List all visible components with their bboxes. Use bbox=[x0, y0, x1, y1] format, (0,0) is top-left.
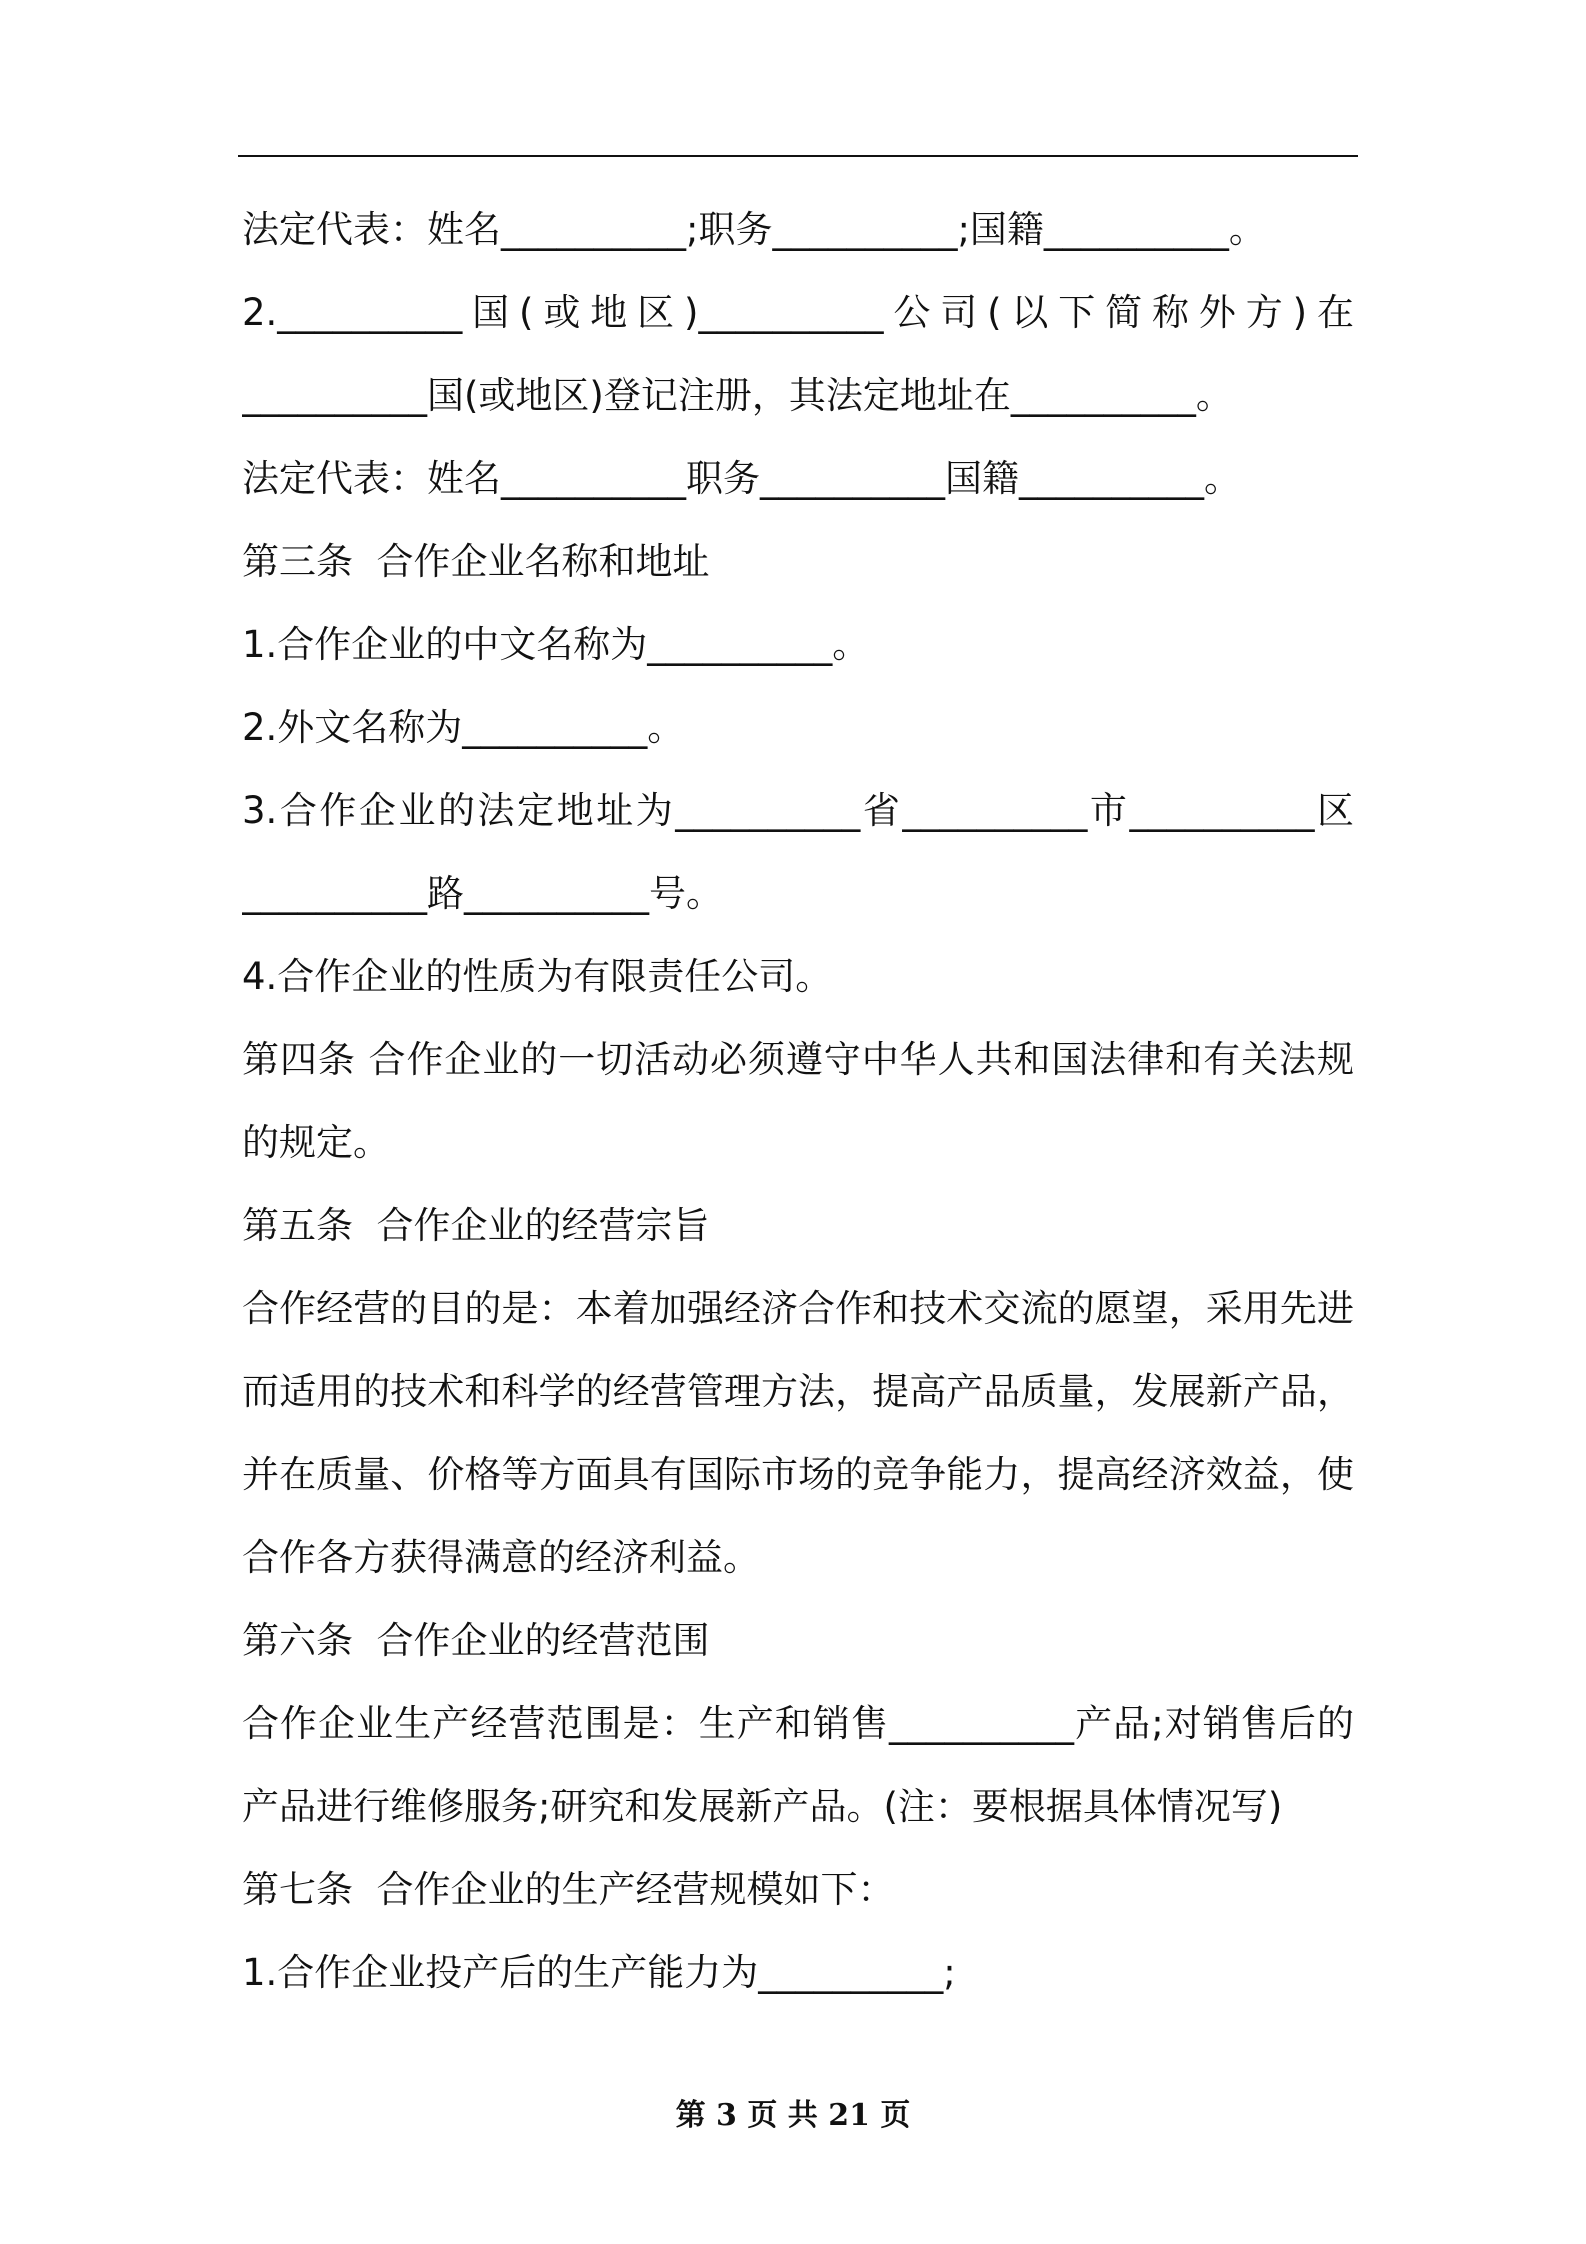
text-line: 合作各方获得满意的经济利益。 bbox=[242, 1536, 760, 1579]
text-line: 而适用的技术和科学的经营管理方法，提高产品质量，发展新产品， bbox=[242, 1370, 1354, 1413]
text-line: 3.合作企业的法定地址为__________省__________市__________区 bbox=[242, 789, 1354, 832]
text-line: 合作企业生产经营范围是：生产和销售__________产品;对销售后的 bbox=[242, 1702, 1354, 1745]
document-body bbox=[242, 200, 1354, 2026]
page-number: 第 3 页 共 21 页 bbox=[675, 2098, 911, 2133]
text-line: 2.外文名称为__________。 bbox=[242, 706, 685, 749]
text-line: 1.合作企业投产后的生产能力为__________; bbox=[242, 1951, 956, 1994]
article-heading: 第四条 合作企业的一切活动必须遵守中华人共和国法律和有关法规 bbox=[242, 1038, 1354, 1081]
text-line: 1.合作企业的中文名称为__________。 bbox=[242, 623, 870, 666]
text-line: 2.__________国(或地区)__________公司(以下简称外方)在 bbox=[242, 291, 1354, 334]
text-line: __________国(或地区)登记注册，其法定地址在__________。 bbox=[242, 374, 1233, 417]
article-heading: 第七条 合作企业的生产经营规模如下： bbox=[242, 1868, 895, 1911]
text-line: 合作经营的目的是：本着加强经济合作和技术交流的愿望，采用先进 bbox=[242, 1287, 1354, 1330]
text-line: 的规定。 bbox=[242, 1121, 390, 1164]
text-line: 法定代表：姓名__________职务__________国籍__________。 bbox=[242, 457, 1241, 500]
article-heading: 第五条 合作企业的经营宗旨 bbox=[242, 1204, 710, 1247]
text-line: __________路__________号。 bbox=[242, 872, 723, 915]
article-heading: 第六条 合作企业的经营范围 bbox=[242, 1619, 710, 1662]
article-heading: 第三条 合作企业名称和地址 bbox=[242, 540, 710, 583]
text-line: 法定代表：姓名__________;职务__________;国籍__________。 bbox=[242, 208, 1266, 251]
text-line: 产品进行维修服务;研究和发展新产品。(注：要根据具体情况写) bbox=[242, 1785, 1283, 1828]
text-line: 并在质量、价格等方面具有国际市场的竞争能力，提高经济效益，使 bbox=[242, 1453, 1354, 1496]
header-rule bbox=[238, 155, 1358, 157]
text-line: 4.合作企业的性质为有限责任公司。 bbox=[242, 955, 833, 998]
